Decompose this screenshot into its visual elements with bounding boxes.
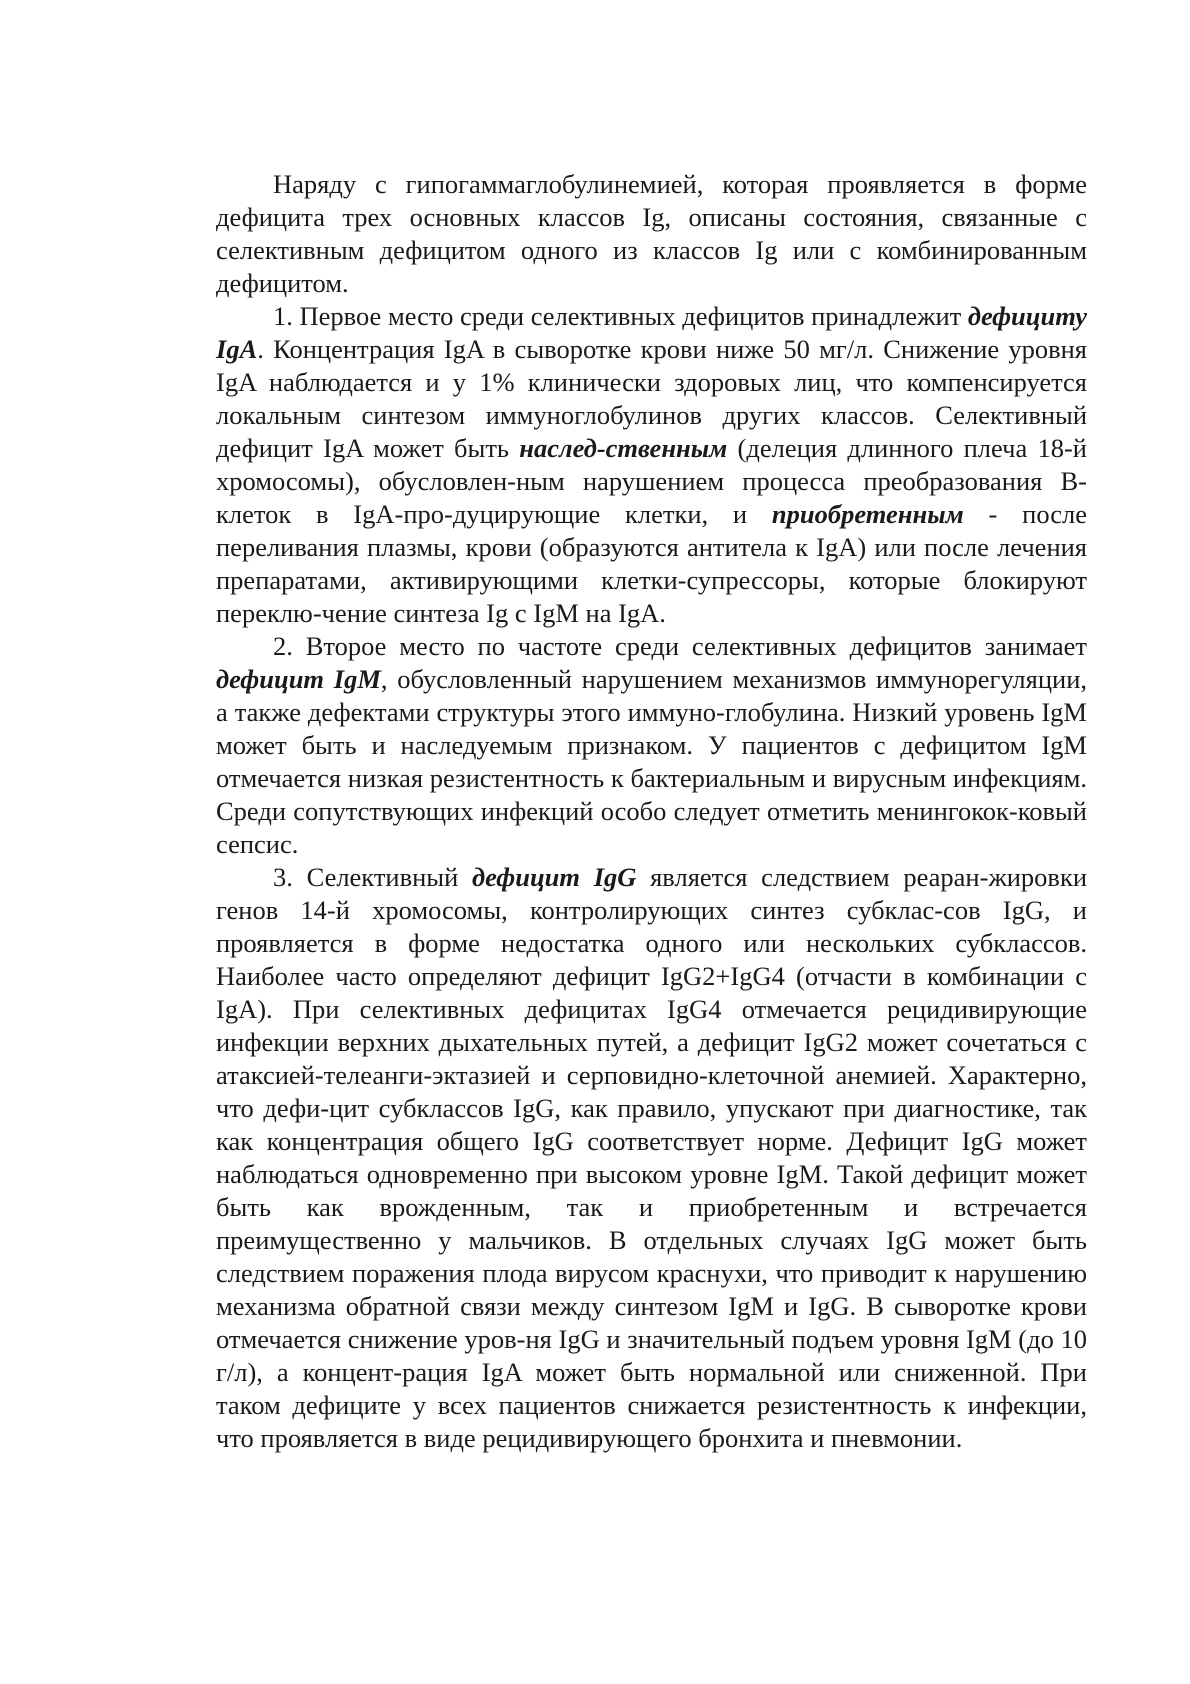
paragraph-intro bbox=[216, 168, 1087, 300]
paragraph-text: является следствием реаран-жировки генов 14-й хромосомы, контролирующих синтез субклас-сов IgG, и проявляется в форме недостатка одного или нескольких субклассов. Наиболее часто определяют дефицит IgG2+IgG4 (отчасти в комбинации с IgA). При селективных дефицитах IgG4 отмечается рецидивирующие инфекции верхних дыхательных путей, а дефицит IgG2 может сочетаться с атаксией-телеанги-эктазией и серповидно-клеточной анемией. Характерно, что дефи-цит субклассов IgG, как правило, упускают при диагностике, так как концентрация общего IgG соответствует норме. Дефицит IgG может наблюдаться одновременно при высоком уровне IgM. Такой дефицит может быть как врожденным, так и приобретенным и встречается преимущественно у мальчиков. В отдельных случаях IgG может быть следствием поражения плода вирусом краснухи, что приводит к нарушению механизма обратной связи между синтезом IgM и IgG. В сыворотке крови отмечается снижение уров-ня IgG и значительный подъем уровня IgM (до 10 г/л), а концент-рация IgA может быть нормальной или сниженной. При таком дефиците у всех пациентов снижается резистентность к инфекции, что проявляется в виде рецидивирующего бронхита и пневмонии. bbox=[216, 862, 1088, 1453]
paragraph-igg-deficiency bbox=[216, 861, 1087, 1455]
paragraph-text: . Концентрация IgA в сыворотке крови ниже 50 мг/л. Снижение уровня IgA наблюдается и у 1% клинически здоровых лиц, что компенсируется локальным синтезом иммуноглобулинов других классов. Селективный дефицит IgA может быть bbox=[216, 334, 1087, 463]
paragraph-iga-deficiency bbox=[216, 300, 1087, 630]
emphasis-term: дефициту IgA bbox=[216, 301, 1087, 364]
paragraph-igm-deficiency bbox=[216, 630, 1087, 861]
paragraph-text: - после переливания плазмы, крови (образуются антитела к IgA) или после лечения препаратами, активирующими клетки-супрессоры, которые блокируют переклю-чение синтеза Ig с IgM на IgA. bbox=[216, 499, 1087, 628]
document-page bbox=[216, 168, 1087, 1455]
emphasis-term: дефицит IgG bbox=[471, 862, 637, 892]
emphasis-term: наслед-ственным bbox=[519, 433, 728, 463]
paragraph-text: , обусловленный нарушением механизмов иммунорегуляции, а также дефектами структуры этого иммуно-глобулина. Низкий уровень IgM может быть и наследуемым признаком. У пациентов с дефицитом IgM отмечается низкая резистентность к бактериальным и вирусным инфекциям. Среди сопутствующих инфекций особо следует отметить менингокок-ковый сепсис. bbox=[216, 664, 1088, 859]
paragraph-text: (делеция длинного плеча 18-й хромосомы), обусловлен-ным нарушением процесса преобразования В-клеток в IgA-про-дуцирующие клетки, и bbox=[216, 433, 1087, 529]
paragraph-text: 1. Первое место среди селективных дефицитов принадлежит bbox=[273, 301, 968, 331]
emphasis-term: приобретенным bbox=[771, 499, 964, 529]
paragraph-text: Наряду с гипогаммаглобулинемией, которая проявляется в форме дефицита трех основных классов Ig, описаны состояния, связанные с селективным дефицитом одного из классов Ig или с комбинированным дефицитом. bbox=[216, 169, 1087, 298]
paragraph-text: 2. Второе место по частоте среди селективных дефицитов занимает bbox=[273, 631, 1087, 661]
paragraph-text: 3. Селективный bbox=[273, 862, 472, 892]
emphasis-term: дефицит IgM bbox=[216, 664, 381, 694]
